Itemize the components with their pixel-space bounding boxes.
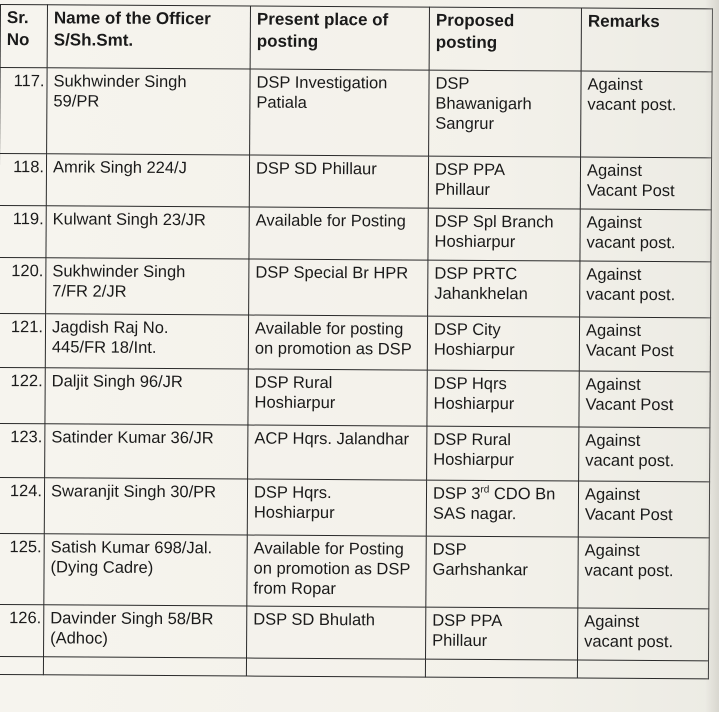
sr-cell: [0, 656, 44, 674]
officer-name-cell: Amrik Singh 224/J: [46, 154, 249, 207]
sr-cell: 120.: [0, 257, 46, 313]
present-posting-cell: DSP Investigation Patiala: [250, 69, 430, 156]
table-row: [0, 205, 711, 261]
officer-name-cell: Davinder Singh 58/BR (Adhoc): [44, 605, 247, 658]
proposed-posting-cell: DSP Spl Branch Hoshiarpur: [428, 208, 580, 261]
proposed-posting-cell: [425, 659, 577, 678]
present-posting-cell: DSP SD Phillaur: [249, 155, 428, 208]
table-row: [0, 154, 712, 210]
remarks-cell: Against Vacant Post: [580, 157, 711, 210]
present-posting-cell: Available for Posting on promotion as DSP from Ropar: [247, 535, 426, 607]
officer-name-cell: Daljit Singh 96/JR: [45, 368, 248, 425]
sr-cell: 118.: [0, 154, 47, 206]
proposed-posting-cell: DSP PPA Phillaur: [428, 156, 580, 209]
present-posting-cell: [246, 658, 425, 677]
remarks-cell: Against Vacant Post: [579, 317, 710, 372]
officer-name-cell: [43, 657, 246, 676]
header-sr-no: Sr. No: [0, 5, 47, 68]
table-row: [0, 604, 709, 660]
remarks-cell: Against vacant post.: [581, 71, 713, 158]
present-posting-cell: ACP Hqrs. Jalandhar: [248, 425, 427, 480]
sr-cell: 117.: [0, 68, 47, 154]
present-posting-cell: DSP SD Bhulath: [247, 606, 426, 659]
remarks-cell: Against vacant post.: [580, 209, 711, 262]
remarks-cell: Against vacant post.: [578, 537, 709, 609]
present-posting-cell: DSP Hqrs. Hoshiarpur: [247, 479, 426, 536]
officer-name-cell: Satish Kumar 698/Jal. (Dying Cadre): [44, 534, 247, 606]
sr-cell: 126.: [0, 604, 44, 656]
sr-cell: 123.: [0, 423, 45, 477]
table-row: [0, 313, 711, 371]
proposed-posting-cell: DSP PPA Phillaur: [426, 607, 578, 660]
table-row: [0, 367, 710, 427]
officer-name-cell: Sukhwinder Singh 59/PR: [47, 68, 251, 155]
proposed-posting-cell: DSP 3rd CDO Bn SAS nagar.: [426, 480, 578, 537]
header-officer-name: Name of the Officer S/Sh.Smt.: [47, 5, 250, 69]
proposed-posting-cell: DSP Bhawanigarh Sangrur: [429, 70, 582, 157]
present-posting-cell: DSP Rural Hoshiarpur: [248, 369, 427, 426]
officer-name-cell: Sukhwinder Singh 7/FR 2/JR: [46, 258, 249, 315]
officer-name-cell: Jagdish Raj No. 445/FR 18/Int.: [45, 314, 248, 369]
officer-name-cell: Swaranjit Singh 30/PR: [44, 478, 247, 535]
sr-cell: 121.: [0, 313, 46, 367]
remarks-cell: Against Vacant Post: [579, 371, 710, 428]
header-proposed-posting: Proposed posting: [429, 7, 581, 71]
proposed-posting-cell: DSP City Hoshiarpur: [427, 316, 579, 371]
proposed-line-with-superscript: DSP 3rd CDO Bn: [432, 484, 556, 504]
table-row: [0, 533, 709, 608]
table-row: [0, 68, 712, 158]
sr-cell: 124.: [0, 477, 45, 533]
table-row-cut-off: [0, 656, 709, 678]
present-posting-cell: Available for Posting: [249, 207, 428, 260]
officer-postings-table: [0, 4, 713, 679]
remarks-cell: [577, 660, 708, 679]
table-row: [0, 477, 710, 537]
header-present-posting: Present place of posting: [250, 6, 429, 70]
table-row: [0, 257, 711, 317]
remarks-cell: Against vacant post.: [579, 427, 710, 482]
officer-name-cell: Kulwant Singh 23/JR: [46, 206, 249, 259]
officer-name-cell: Satinder Kumar 36/JR: [45, 424, 248, 479]
proposed-posting-cell: DSP Rural Hoshiarpur: [427, 426, 579, 481]
remarks-cell: Against vacant post.: [580, 261, 711, 318]
header-row: [0, 5, 712, 72]
present-posting-cell: DSP Special Br HPR: [249, 259, 428, 316]
sr-cell: 122.: [0, 367, 45, 423]
page-edge-shadow: [705, 0, 719, 712]
present-posting-cell: Available for posting on promotion as DSP: [248, 315, 427, 370]
remarks-cell: Against Vacant Post: [578, 481, 709, 538]
proposed-posting-cell: DSP Hqrs Hoshiarpur: [427, 370, 579, 427]
header-remarks: Remarks: [581, 8, 712, 72]
proposed-posting-cell: DSP Garhshankar: [426, 536, 578, 608]
table-row: [0, 423, 710, 481]
sr-cell: 119.: [0, 205, 46, 257]
proposed-posting-cell: DSP PRTC Jahankhelan: [428, 260, 580, 317]
remarks-cell: Against vacant post.: [578, 608, 709, 661]
sr-cell: 125.: [0, 533, 44, 604]
